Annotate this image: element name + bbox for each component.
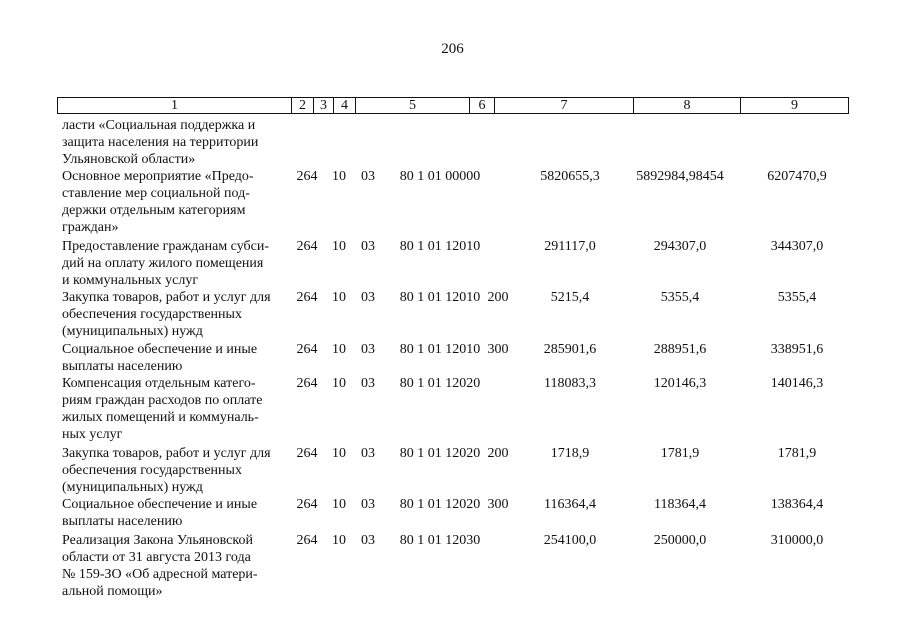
header-col-1: 1: [58, 98, 292, 113]
description-line: (муниципальных) нужд: [62, 480, 203, 495]
cell-target-article: 80 1 01 12020: [399, 497, 481, 512]
cell-amount-year3: 138364,4: [770, 497, 824, 512]
cell-amount-year1: 291117,0: [544, 239, 596, 254]
table-header: [57, 97, 849, 114]
cell-section: 10: [332, 342, 346, 357]
cell-target-article: 80 1 01 12010: [399, 239, 481, 254]
description-line: дий на оплату жилого помещения: [62, 256, 264, 271]
cell-code-ministry: 264: [296, 446, 318, 461]
cell-amount-year3: 140146,3: [770, 376, 824, 391]
cell-subsection: 03: [361, 239, 375, 254]
description-line: Социальное обеспечение и иные: [62, 497, 258, 512]
description-line: Закупка товаров, работ и услуг для: [62, 446, 271, 461]
description-line: выплаты населению: [62, 514, 183, 529]
cell-target-article: 80 1 01 00000: [399, 169, 481, 184]
cell-code-ministry: 264: [296, 342, 318, 357]
description-line: № 159-ЗО «Об адресной матери-: [62, 567, 258, 582]
description-line: риям граждан расходов по оплате: [62, 393, 263, 408]
page-number: 206: [441, 41, 464, 57]
cell-section: 10: [332, 446, 346, 461]
header-col-9: 9: [791, 98, 798, 113]
cell-subsection: 03: [361, 342, 375, 357]
cell-subsection: 03: [361, 290, 375, 305]
description-line: области от 31 августа 2013 года: [62, 550, 251, 565]
cell-subsection: 03: [361, 376, 375, 391]
cell-target-article: 80 1 01 12020: [399, 446, 481, 461]
cell-amount-year1: 254100,0: [543, 533, 597, 548]
cell-amount-year2: 5892984,98454: [636, 169, 724, 184]
cell-subsection: 03: [361, 533, 375, 548]
cell-section: 10: [332, 290, 346, 305]
description-line: выплаты населению: [62, 359, 183, 374]
cell-description: [62, 375, 288, 443]
cell-section: 10: [332, 376, 346, 391]
cell-section: 10: [332, 239, 346, 254]
cell-description: [62, 341, 288, 375]
cell-target-article: 80 1 01 12030: [399, 533, 481, 548]
description-line: ных услуг: [62, 427, 123, 442]
cell-section: 10: [332, 533, 346, 548]
cell-amount-year1: 118083,3: [544, 376, 596, 391]
cell-amount-year2: 288951,6: [653, 342, 707, 357]
cell-code-ministry: 264: [296, 290, 318, 305]
cell-amount-year3: 5355,4: [777, 290, 817, 305]
description-line: и коммунальных услуг: [62, 273, 199, 288]
cell-amount-year2: 5355,4: [660, 290, 700, 305]
description-line: граждан»: [62, 220, 119, 235]
description-line: Предоставление гражданам субси-: [62, 239, 270, 254]
cell-subsection: 03: [361, 169, 375, 184]
cell-amount-year3: 344307,0: [770, 239, 824, 254]
description-line: обеспечения государственных: [62, 307, 242, 322]
cell-section: 10: [332, 497, 346, 512]
description-line: Социальное обеспечение и иные: [62, 342, 258, 357]
cell-amount-year1: 5820655,3: [540, 169, 600, 184]
cell-amount-year3: 310000,0: [770, 533, 824, 548]
header-col-7: 7: [495, 98, 634, 113]
description-line: ставление мер социальной под-: [62, 186, 250, 201]
cell-amount-year2: 250000,0: [653, 533, 707, 548]
cell-code-ministry: 264: [296, 533, 318, 548]
cell-expense-type: 300: [487, 342, 509, 357]
cell-target-article: 80 1 01 12010: [399, 342, 481, 357]
cell-amount-year3: 6207470,9: [767, 169, 827, 184]
description-line: Компенсация отдельным катего-: [62, 376, 256, 391]
cell-amount-year1: 116364,4: [544, 497, 596, 512]
cell-amount-year2: 294307,0: [653, 239, 707, 254]
description-line: альной помощи»: [62, 584, 163, 599]
cell-amount-year2: 118364,4: [654, 497, 706, 512]
cell-amount-year1: 5215,4: [550, 290, 590, 305]
cell-code-ministry: 264: [296, 169, 318, 184]
cell-section: 10: [332, 169, 346, 184]
cell-amount-year2: 1781,9: [660, 446, 700, 461]
description-line: Реализация Закона Ульяновской: [62, 533, 253, 548]
cell-amount-year3: 338951,6: [770, 342, 824, 357]
description-line: ласти «Социальная поддержка и: [62, 118, 256, 133]
description-line: Основное мероприятие «Предо-: [62, 169, 254, 184]
cell-expense-type: 300: [487, 497, 509, 512]
cell-target-article: 80 1 01 12010: [399, 290, 481, 305]
cell-subsection: 03: [361, 446, 375, 461]
cell-code-ministry: 264: [296, 497, 318, 512]
cell-description: [62, 238, 288, 289]
cell-expense-type: 200: [487, 290, 509, 305]
cell-amount-year3: 1781,9: [777, 446, 817, 461]
description-line: Закупка товаров, работ и услуг для: [62, 290, 271, 305]
cell-description: [62, 532, 288, 600]
description-line: жилых помещений и коммуналь-: [62, 410, 259, 425]
cell-subsection: 03: [361, 497, 375, 512]
cell-amount-year1: 1718,9: [550, 446, 590, 461]
header-col-8: 8: [634, 98, 741, 113]
description-line: Ульяновской области»: [62, 152, 196, 167]
cell-amount-year2: 120146,3: [653, 376, 707, 391]
cell-target-article: 80 1 01 12020: [399, 376, 481, 391]
cell-amount-year1: 285901,6: [543, 342, 597, 357]
cell-description: [62, 117, 288, 168]
cell-description: [62, 168, 288, 236]
cell-expense-type: 200: [487, 446, 509, 461]
description-line: держки отдельным категориям: [62, 203, 246, 218]
cell-description: [62, 289, 288, 340]
cell-description: [62, 445, 288, 496]
cell-code-ministry: 264: [296, 239, 318, 254]
header-col-2: 2: [292, 98, 314, 113]
header-col-5: 5: [356, 98, 470, 113]
cell-description: [62, 496, 288, 530]
cell-code-ministry: 264: [296, 376, 318, 391]
header-col-4: 4: [334, 98, 356, 113]
header-col-3: 3: [314, 98, 334, 113]
description-line: (муниципальных) нужд: [62, 324, 203, 339]
header-col-6: 6: [470, 98, 495, 113]
description-line: обеспечения государственных: [62, 463, 242, 478]
description-line: защита населения на территории: [62, 135, 259, 150]
